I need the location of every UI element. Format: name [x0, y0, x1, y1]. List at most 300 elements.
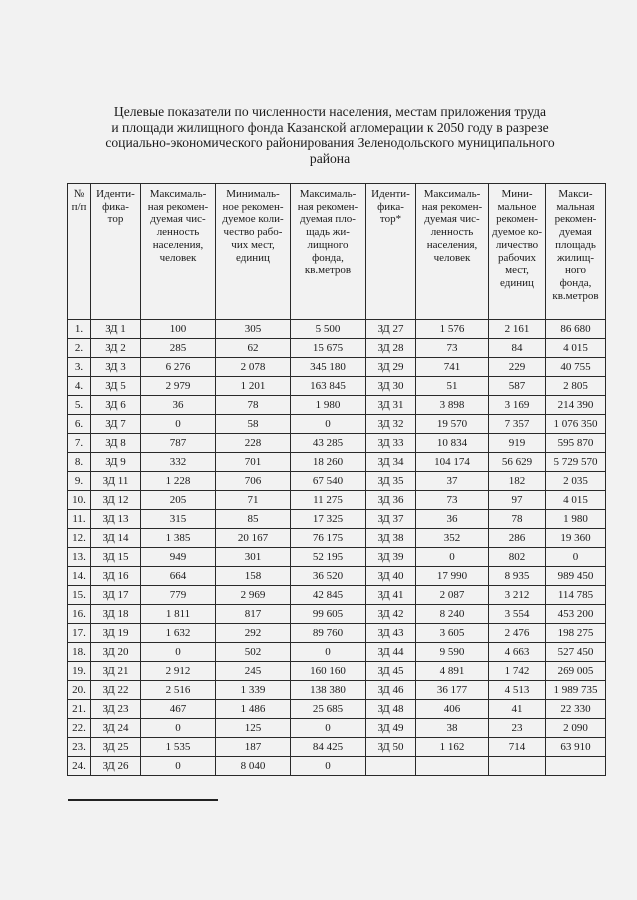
- header-line: фика-: [377, 200, 404, 213]
- header-line: мальная: [556, 200, 595, 213]
- header-line: единиц: [236, 251, 270, 264]
- cell-identifier-2: ЗД 35: [366, 472, 416, 491]
- table-row: [68, 548, 606, 567]
- table-row: [68, 624, 606, 643]
- cell-identifier-2: [366, 757, 416, 776]
- cell-max-population: 0: [141, 757, 216, 776]
- cell-row-number: 24.: [68, 757, 91, 776]
- cell-min-jobs-2: 1 742: [489, 662, 546, 681]
- cell-max-population: 0: [141, 415, 216, 434]
- cell-min-jobs-2: 23: [489, 719, 546, 738]
- cell-min-jobs-2: 84: [489, 339, 546, 358]
- cell-max-population: 1 632: [141, 624, 216, 643]
- cell-row-number: 5.: [68, 396, 91, 415]
- header-line: населения,: [152, 238, 204, 251]
- cell-row-number: 7.: [68, 434, 91, 453]
- cell-row-number: 21.: [68, 700, 91, 719]
- table-row: [68, 586, 606, 605]
- header-line: щадь жи-: [306, 226, 350, 239]
- cell-row-number: 20.: [68, 681, 91, 700]
- cell-max-housing-area-2: 2 035: [546, 472, 606, 491]
- cell-max-housing-area-2: 1 980: [546, 510, 606, 529]
- cell-min-jobs-2: 2 476: [489, 624, 546, 643]
- table-body: [68, 320, 606, 776]
- cell-row-number: 13.: [68, 548, 91, 567]
- cell-max-population: 205: [141, 491, 216, 510]
- header-line: рекомен-: [496, 213, 538, 226]
- cell-identifier: ЗД 23: [91, 700, 141, 719]
- cell-max-housing-area: 43 285: [291, 434, 366, 453]
- cell-identifier-2: ЗД 36: [366, 491, 416, 510]
- cell-max-housing-area-2: 4 015: [546, 339, 606, 358]
- cell-identifier: ЗД 2: [91, 339, 141, 358]
- cell-max-housing-area-2: 2 805: [546, 377, 606, 396]
- cell-min-jobs-2: 587: [489, 377, 546, 396]
- cell-min-jobs: 58: [216, 415, 291, 434]
- header-line: дуемое коли-: [222, 213, 284, 226]
- table-row: [68, 472, 606, 491]
- cell-min-jobs: 817: [216, 605, 291, 624]
- header-line: ленность: [156, 226, 200, 239]
- header-line: мест,: [505, 264, 529, 277]
- cell-row-number: 1.: [68, 320, 91, 339]
- cell-max-housing-area: 5 500: [291, 320, 366, 339]
- header-min-jobs: [216, 184, 291, 320]
- table-row: [68, 510, 606, 529]
- header-line: Минималь-: [226, 188, 280, 200]
- header-line: кв.метров: [304, 264, 352, 277]
- cell-max-housing-area: 52 195: [291, 548, 366, 567]
- table-row: [68, 567, 606, 586]
- cell-max-housing-area: 11 275: [291, 491, 366, 510]
- cell-max-population: 779: [141, 586, 216, 605]
- cell-max-population-2: 352: [416, 529, 489, 548]
- cell-max-housing-area: 84 425: [291, 738, 366, 757]
- header-line: Иденти-: [96, 188, 135, 200]
- cell-identifier: ЗД 13: [91, 510, 141, 529]
- cell-max-population: 949: [141, 548, 216, 567]
- cell-min-jobs-2: [489, 757, 546, 776]
- cell-row-number: 9.: [68, 472, 91, 491]
- cell-max-housing-area: 18 260: [291, 453, 366, 472]
- header-line: рабочих: [497, 251, 537, 264]
- cell-row-number: 2.: [68, 339, 91, 358]
- cell-max-population-2: 10 834: [416, 434, 489, 453]
- header-line: ленность: [430, 226, 474, 239]
- cell-max-housing-area: 67 540: [291, 472, 366, 491]
- header-line: дуемая: [559, 226, 592, 239]
- table-row: [68, 719, 606, 738]
- cell-max-housing-area: 0: [291, 719, 366, 738]
- cell-max-population-2: 38: [416, 719, 489, 738]
- cell-min-jobs: 228: [216, 434, 291, 453]
- cell-min-jobs-2: 229: [489, 358, 546, 377]
- cell-min-jobs: 187: [216, 738, 291, 757]
- cell-identifier-2: ЗД 27: [366, 320, 416, 339]
- table-row: [68, 738, 606, 757]
- table-row: [68, 491, 606, 510]
- title-line: социально-экономического районирования Зеленодольского муниципального: [105, 135, 555, 150]
- cell-identifier-2: ЗД 33: [366, 434, 416, 453]
- header-line: ная рекомен-: [421, 200, 483, 213]
- cell-max-population: 285: [141, 339, 216, 358]
- cell-row-number: 23.: [68, 738, 91, 757]
- header-line: фонда,: [559, 276, 592, 289]
- table-row: [68, 320, 606, 339]
- cell-row-number: 17.: [68, 624, 91, 643]
- header-line: кв.метров: [552, 289, 599, 302]
- cell-min-jobs: 20 167: [216, 529, 291, 548]
- cell-identifier: ЗД 26: [91, 757, 141, 776]
- cell-max-population-2: 4 891: [416, 662, 489, 681]
- cell-max-housing-area-2: 1 989 735: [546, 681, 606, 700]
- cell-min-jobs: 71: [216, 491, 291, 510]
- cell-max-population-2: 17 990: [416, 567, 489, 586]
- table-row: [68, 339, 606, 358]
- cell-max-housing-area: 89 760: [291, 624, 366, 643]
- cell-identifier-2: ЗД 49: [366, 719, 416, 738]
- cell-min-jobs: 701: [216, 453, 291, 472]
- cell-max-housing-area-2: 40 755: [546, 358, 606, 377]
- header-line: Максималь-: [423, 188, 481, 200]
- table-row: [68, 377, 606, 396]
- cell-identifier-2: ЗД 32: [366, 415, 416, 434]
- cell-max-housing-area-2: 198 275: [546, 624, 606, 643]
- cell-max-housing-area: 160 160: [291, 662, 366, 681]
- cell-min-jobs: 301: [216, 548, 291, 567]
- header-line: дуемая чис-: [150, 213, 206, 226]
- cell-identifier-2: ЗД 31: [366, 396, 416, 415]
- cell-identifier-2: ЗД 43: [366, 624, 416, 643]
- cell-identifier-2: ЗД 42: [366, 605, 416, 624]
- cell-max-population: 1 535: [141, 738, 216, 757]
- cell-max-housing-area: 163 845: [291, 377, 366, 396]
- cell-max-housing-area: 1 980: [291, 396, 366, 415]
- cell-row-number: 18.: [68, 643, 91, 662]
- cell-max-population: 787: [141, 434, 216, 453]
- cell-min-jobs: 125: [216, 719, 291, 738]
- cell-identifier: ЗД 14: [91, 529, 141, 548]
- cell-row-number: 10.: [68, 491, 91, 510]
- cell-identifier: ЗД 24: [91, 719, 141, 738]
- cell-max-population-2: 8 240: [416, 605, 489, 624]
- cell-max-population: 36: [141, 396, 216, 415]
- cell-max-housing-area-2: 527 450: [546, 643, 606, 662]
- cell-row-number: 19.: [68, 662, 91, 681]
- header-line: рекомен-: [554, 213, 597, 226]
- table-row: [68, 757, 606, 776]
- cell-max-housing-area-2: 63 910: [546, 738, 606, 757]
- cell-max-housing-area-2: [546, 757, 606, 776]
- cell-max-population-2: 9 590: [416, 643, 489, 662]
- header-line: населения,: [426, 238, 478, 251]
- cell-max-housing-area: 76 175: [291, 529, 366, 548]
- cell-row-number: 12.: [68, 529, 91, 548]
- cell-min-jobs-2: 3 169: [489, 396, 546, 415]
- cell-min-jobs-2: 7 357: [489, 415, 546, 434]
- cell-min-jobs-2: 4 663: [489, 643, 546, 662]
- cell-max-housing-area: 345 180: [291, 358, 366, 377]
- cell-identifier: ЗД 1: [91, 320, 141, 339]
- cell-min-jobs-2: 78: [489, 510, 546, 529]
- cell-min-jobs: 2 969: [216, 586, 291, 605]
- cell-row-number: 11.: [68, 510, 91, 529]
- table-row: [68, 453, 606, 472]
- header-line: чих мест,: [231, 238, 275, 251]
- cell-identifier: ЗД 6: [91, 396, 141, 415]
- cell-min-jobs-2: 3 554: [489, 605, 546, 624]
- header-max-housing-area: [291, 184, 366, 320]
- header-number: [68, 184, 91, 320]
- header-line: человек: [433, 251, 471, 264]
- cell-identifier: ЗД 8: [91, 434, 141, 453]
- cell-max-housing-area: 0: [291, 415, 366, 434]
- indicators-table: [67, 183, 606, 776]
- cell-min-jobs-2: 41: [489, 700, 546, 719]
- cell-row-number: 16.: [68, 605, 91, 624]
- cell-identifier: ЗД 16: [91, 567, 141, 586]
- cell-max-population-2: 36: [416, 510, 489, 529]
- cell-identifier-2: ЗД 28: [366, 339, 416, 358]
- cell-identifier: ЗД 20: [91, 643, 141, 662]
- cell-identifier-2: ЗД 34: [366, 453, 416, 472]
- cell-max-housing-area-2: 22 330: [546, 700, 606, 719]
- cell-min-jobs: 502: [216, 643, 291, 662]
- cell-min-jobs-2: 97: [489, 491, 546, 510]
- table-row: [68, 358, 606, 377]
- cell-max-population-2: 73: [416, 491, 489, 510]
- cell-identifier: ЗД 3: [91, 358, 141, 377]
- cell-max-housing-area-2: 5 729 570: [546, 453, 606, 472]
- header-line: единиц: [500, 276, 534, 289]
- cell-max-population-2: 741: [416, 358, 489, 377]
- cell-min-jobs-2: 919: [489, 434, 546, 453]
- header-line: фика-: [102, 200, 129, 213]
- cell-max-population-2: 36 177: [416, 681, 489, 700]
- cell-identifier: ЗД 17: [91, 586, 141, 605]
- cell-identifier-2: ЗД 40: [366, 567, 416, 586]
- cell-max-housing-area: 0: [291, 643, 366, 662]
- cell-max-housing-area-2: 214 390: [546, 396, 606, 415]
- header-line: тор*: [379, 213, 402, 226]
- cell-min-jobs-2: 802: [489, 548, 546, 567]
- table-row: [68, 529, 606, 548]
- header-line: ная рекомен-: [297, 200, 359, 213]
- cell-identifier: ЗД 7: [91, 415, 141, 434]
- table-row: [68, 643, 606, 662]
- cell-max-population-2: 1 162: [416, 738, 489, 757]
- cell-max-housing-area-2: 989 450: [546, 567, 606, 586]
- cell-max-housing-area: 36 520: [291, 567, 366, 586]
- cell-row-number: 6.: [68, 415, 91, 434]
- title-line: района: [309, 150, 351, 166]
- cell-max-population: 315: [141, 510, 216, 529]
- header-line: Иденти-: [371, 188, 410, 200]
- cell-max-housing-area: 17 325: [291, 510, 366, 529]
- header-line: п/п: [71, 200, 87, 213]
- cell-max-housing-area-2: 453 200: [546, 605, 606, 624]
- header-line: дуемая пло-: [300, 213, 356, 226]
- cell-identifier-2: ЗД 38: [366, 529, 416, 548]
- cell-row-number: 8.: [68, 453, 91, 472]
- cell-max-housing-area-2: 595 870: [546, 434, 606, 453]
- cell-min-jobs: 1 486: [216, 700, 291, 719]
- cell-max-housing-area: 42 845: [291, 586, 366, 605]
- cell-identifier-2: ЗД 44: [366, 643, 416, 662]
- cell-min-jobs-2: 2 161: [489, 320, 546, 339]
- cell-identifier: ЗД 5: [91, 377, 141, 396]
- cell-max-population: 0: [141, 643, 216, 662]
- cell-identifier: ЗД 18: [91, 605, 141, 624]
- cell-max-population: 1 385: [141, 529, 216, 548]
- cell-max-population-2: 3 898: [416, 396, 489, 415]
- cell-max-population: 1 228: [141, 472, 216, 491]
- cell-identifier: ЗД 25: [91, 738, 141, 757]
- cell-row-number: 3.: [68, 358, 91, 377]
- cell-min-jobs-2: 8 935: [489, 567, 546, 586]
- cell-min-jobs-2: 182: [489, 472, 546, 491]
- title-line: Целевые показатели по численности населения, местам приложения труда: [113, 104, 547, 119]
- cell-identifier-2: ЗД 46: [366, 681, 416, 700]
- header-line: ное рекомен-: [222, 200, 284, 213]
- cell-identifier: ЗД 15: [91, 548, 141, 567]
- header-line: мальное: [497, 200, 537, 213]
- cell-max-population: 467: [141, 700, 216, 719]
- cell-max-population-2: 19 570: [416, 415, 489, 434]
- cell-min-jobs-2: 3 212: [489, 586, 546, 605]
- cell-min-jobs: 78: [216, 396, 291, 415]
- cell-max-population: 100: [141, 320, 216, 339]
- cell-row-number: 15.: [68, 586, 91, 605]
- cell-min-jobs-2: 714: [489, 738, 546, 757]
- cell-min-jobs: 245: [216, 662, 291, 681]
- cell-max-population: 664: [141, 567, 216, 586]
- cell-max-housing-area: 138 380: [291, 681, 366, 700]
- cell-identifier-2: ЗД 30: [366, 377, 416, 396]
- header-line: фонда,: [312, 251, 344, 264]
- cell-max-housing-area: 25 685: [291, 700, 366, 719]
- cell-max-housing-area-2: 114 785: [546, 586, 606, 605]
- cell-min-jobs: 158: [216, 567, 291, 586]
- header-min-jobs-2: [489, 184, 546, 320]
- cell-max-housing-area-2: 4 015: [546, 491, 606, 510]
- cell-max-population: 2 979: [141, 377, 216, 396]
- table-row: [68, 681, 606, 700]
- cell-max-population-2: 51: [416, 377, 489, 396]
- header-line: Мини-: [501, 188, 533, 200]
- header-identifier-2: [366, 184, 416, 320]
- header-line: №: [73, 188, 85, 200]
- header-line: лищного: [307, 238, 349, 251]
- cell-row-number: 22.: [68, 719, 91, 738]
- cell-identifier-2: ЗД 50: [366, 738, 416, 757]
- header-line: жилищ-: [557, 251, 594, 264]
- cell-min-jobs: 706: [216, 472, 291, 491]
- cell-max-housing-area-2: 269 005: [546, 662, 606, 681]
- cell-max-population-2: [416, 757, 489, 776]
- table-header-row: [68, 184, 606, 320]
- header-line: дуемая чис-: [424, 213, 480, 226]
- cell-min-jobs: 292: [216, 624, 291, 643]
- header-line: тор: [107, 213, 124, 226]
- cell-max-population: 6 276: [141, 358, 216, 377]
- cell-max-housing-area: 99 605: [291, 605, 366, 624]
- cell-identifier: ЗД 9: [91, 453, 141, 472]
- cell-identifier-2: ЗД 37: [366, 510, 416, 529]
- header-line: площадь: [555, 238, 596, 251]
- table-row: [68, 396, 606, 415]
- header-line: Максималь-: [299, 188, 357, 200]
- cell-max-population-2: 73: [416, 339, 489, 358]
- cell-min-jobs: 8 040: [216, 757, 291, 776]
- cell-max-population-2: 104 174: [416, 453, 489, 472]
- table-row: [68, 662, 606, 681]
- cell-max-housing-area-2: 19 360: [546, 529, 606, 548]
- cell-max-population-2: 37: [416, 472, 489, 491]
- cell-max-housing-area-2: 1 076 350: [546, 415, 606, 434]
- cell-row-number: 14.: [68, 567, 91, 586]
- cell-row-number: 4.: [68, 377, 91, 396]
- cell-min-jobs: 1 339: [216, 681, 291, 700]
- cell-min-jobs: 1 201: [216, 377, 291, 396]
- header-line: ного: [564, 264, 587, 277]
- cell-max-population-2: 406: [416, 700, 489, 719]
- cell-max-population: 332: [141, 453, 216, 472]
- header-line: личество: [495, 238, 539, 251]
- cell-max-population-2: 2 087: [416, 586, 489, 605]
- cell-min-jobs: 2 078: [216, 358, 291, 377]
- table-row: [68, 415, 606, 434]
- cell-min-jobs: 85: [216, 510, 291, 529]
- cell-identifier: ЗД 22: [91, 681, 141, 700]
- table-row: [68, 700, 606, 719]
- cell-max-housing-area-2: 86 680: [546, 320, 606, 339]
- table-row: [68, 434, 606, 453]
- cell-identifier: ЗД 11: [91, 472, 141, 491]
- cell-identifier: ЗД 19: [91, 624, 141, 643]
- cell-max-population-2: 1 576: [416, 320, 489, 339]
- header-max-population-2: [416, 184, 489, 320]
- cell-max-population: 2 516: [141, 681, 216, 700]
- cell-min-jobs: 62: [216, 339, 291, 358]
- cell-max-population-2: 3 605: [416, 624, 489, 643]
- document-title: [60, 104, 600, 166]
- header-line: Максималь-: [149, 188, 207, 200]
- cell-min-jobs-2: 56 629: [489, 453, 546, 472]
- cell-min-jobs-2: 4 513: [489, 681, 546, 700]
- cell-max-population: 0: [141, 719, 216, 738]
- table-row: [68, 605, 606, 624]
- header-line: человек: [159, 251, 197, 264]
- cell-max-housing-area-2: 0: [546, 548, 606, 567]
- cell-identifier-2: ЗД 41: [366, 586, 416, 605]
- cell-min-jobs: 305: [216, 320, 291, 339]
- footnote-divider: [68, 799, 218, 801]
- cell-identifier-2: ЗД 39: [366, 548, 416, 567]
- cell-max-population: 2 912: [141, 662, 216, 681]
- cell-identifier-2: ЗД 48: [366, 700, 416, 719]
- cell-identifier-2: ЗД 45: [366, 662, 416, 681]
- cell-max-housing-area-2: 2 090: [546, 719, 606, 738]
- cell-max-housing-area: 15 675: [291, 339, 366, 358]
- header-line: Макси-: [558, 188, 593, 200]
- header-identifier: [91, 184, 141, 320]
- cell-identifier-2: ЗД 29: [366, 358, 416, 377]
- header-max-housing-area-2: [546, 184, 606, 320]
- cell-max-housing-area: 0: [291, 757, 366, 776]
- header-line: дуемое ко-: [491, 226, 542, 239]
- title-line: и площади жилищного фонда Казанской агломерации к 2050 году в разрезе: [111, 119, 549, 135]
